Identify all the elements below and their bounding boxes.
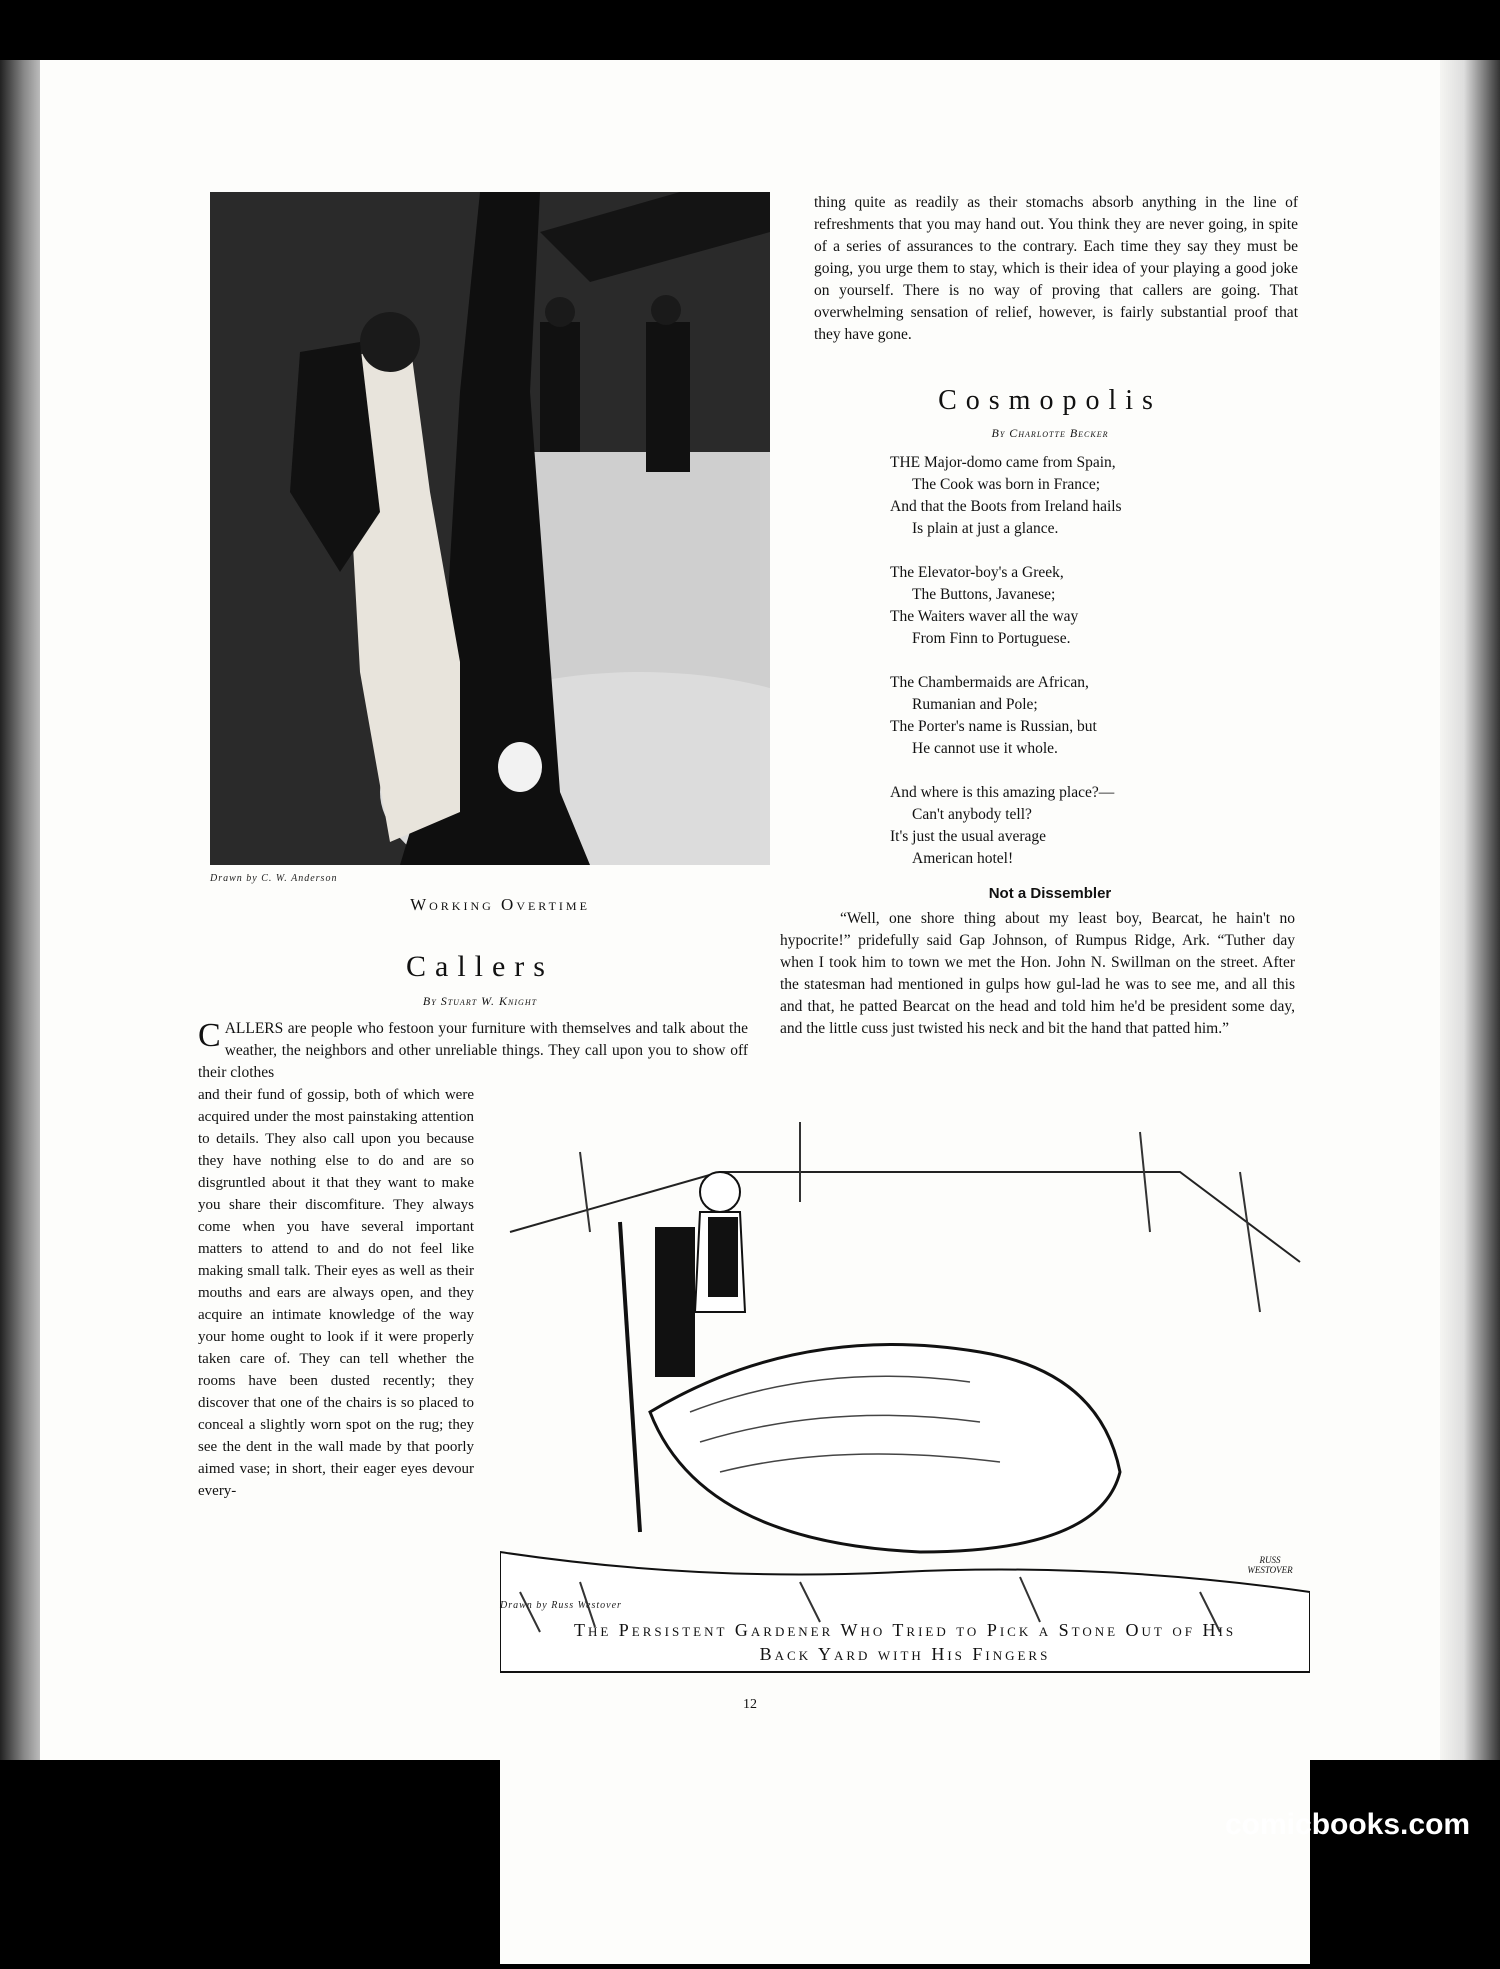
callers-narrow-column: and their fund of gossip, both of which were acquired under the most painstaking attention to details. They also call upon you because they have nothing else to do and are so disgruntled about it that they want to make you share their discomfiture. They always come when you have several important matters to attend to and do not feel like making small talk. Their eyes as well as their mouths and ears are always open, and they acquire an intimate knowledge of the way your home ought to look if it were properly taken care of. They can tell whether the rooms have been dusted recently; they discover that one of the chairs is so placed to conceal a slightly worn spot on the rug; they see the dent in the wall made by that poorly aimed vase; in short, their eager eyes devour every-	[198, 1087, 474, 1499]
working-overtime-illustration	[210, 192, 770, 865]
poem-stanza	[890, 452, 1310, 540]
poem-line: From Finn to Portuguese.	[912, 630, 1071, 647]
dissembler-text: “Well, one shore thing about my least boy, Bearcat, he hain't no hypocrite!” pridefully said Gap Johnson, of Rumpus Ridge, Ark. “Tuther day when I took him to town we met the Hon. John N. Swillman on the street. After the statesman had mentioned in gulps how gul-lad he was to see me, and all this and that, he patted Bearcat on the head and told him he'd be president some day, and the little cuss just twisted his neck and bit the hand that patted him.”	[780, 910, 1295, 1037]
poem-stanza	[890, 562, 1310, 650]
poem-line: The Buttons, Javanese;	[912, 586, 1056, 603]
cosmopolis-byline: By Charlotte Becker	[991, 426, 1109, 440]
poem-line: The Porter's name is Russian, but	[890, 718, 1097, 735]
callers-continued-text: thing quite as readily as their stomachs absorb anything in the line of refreshments that you may hand out. You think they are never going, in spite of a series of assurances to the contrary. Each time they say they must be going, you urge them to stay, which is their idea of your playing a good joke on yourself. There is no way of proving that callers are going. That overwhelming sensation of relief, however, is fairly substantial proof that they have gone.	[814, 194, 1298, 343]
callers-intro	[198, 1018, 748, 1084]
poem-line: THE Major-domo came from Spain,	[890, 454, 1116, 471]
illustration-caption-line-2: Back Yard with His Fingers	[759, 1644, 1051, 1664]
book-edge-right	[1440, 60, 1500, 1760]
illustration-drawing	[210, 192, 770, 865]
poem-stanza	[890, 782, 1310, 870]
illustration-caption-line-1: The Persistent Gardener Who Tried to Pick a Stone Out of His	[573, 1620, 1237, 1640]
page-number: 12	[743, 1697, 757, 1712]
poem-line: Can't anybody tell?	[912, 806, 1032, 823]
site-watermark: comicbooks.com	[1225, 1808, 1471, 1841]
dissembler-title: Not a Dissembler	[988, 885, 1112, 902]
illustration-signature: RUSS WESTOVER	[1247, 1555, 1293, 1575]
poem-line: He cannot use it whole.	[912, 740, 1058, 757]
poem-line: The Waiters waver all the way	[890, 608, 1079, 625]
callers-byline: By Stuart W. Knight	[422, 994, 538, 1008]
illustration-credit-top: Drawn by C. W. Anderson	[210, 873, 338, 884]
poem-line: And where is this amazing place?—	[890, 784, 1115, 801]
poem-line: The Cook was born in France;	[912, 476, 1101, 493]
cosmopolis-title: Cosmopolis	[938, 385, 1162, 416]
cosmopolis-poem	[890, 452, 1310, 892]
poem-line: It's just the usual average	[890, 828, 1047, 845]
gardener-drawing	[500, 1112, 1310, 1964]
illustration-credit-bottom: Drawn by Russ Westover	[500, 1600, 622, 1611]
poem-line: American hotel!	[912, 850, 1014, 867]
poem-line: Rumanian and Pole;	[912, 696, 1038, 713]
callers-title: Callers	[406, 950, 554, 983]
poem-line: Is plain at just a glance.	[912, 520, 1059, 537]
poem-line: The Chambermaids are African,	[890, 674, 1089, 691]
callers-intro-text: ALLERS are people who festoon your furniture with themselves and talk about the weather, the neighbors and other unreliable things. They call upon you to show off their clothes	[198, 1020, 748, 1081]
illustration-title-top: Working Overtime	[410, 895, 590, 914]
gardener-illustration	[500, 1112, 1310, 1964]
book-spine-left	[0, 60, 40, 1760]
poem-stanza	[890, 672, 1310, 760]
poem-line: The Elevator-boy's a Greek,	[890, 564, 1064, 581]
drop-cap: C	[198, 1017, 221, 1054]
poem-line: And that the Boots from Ireland hails	[890, 498, 1122, 515]
